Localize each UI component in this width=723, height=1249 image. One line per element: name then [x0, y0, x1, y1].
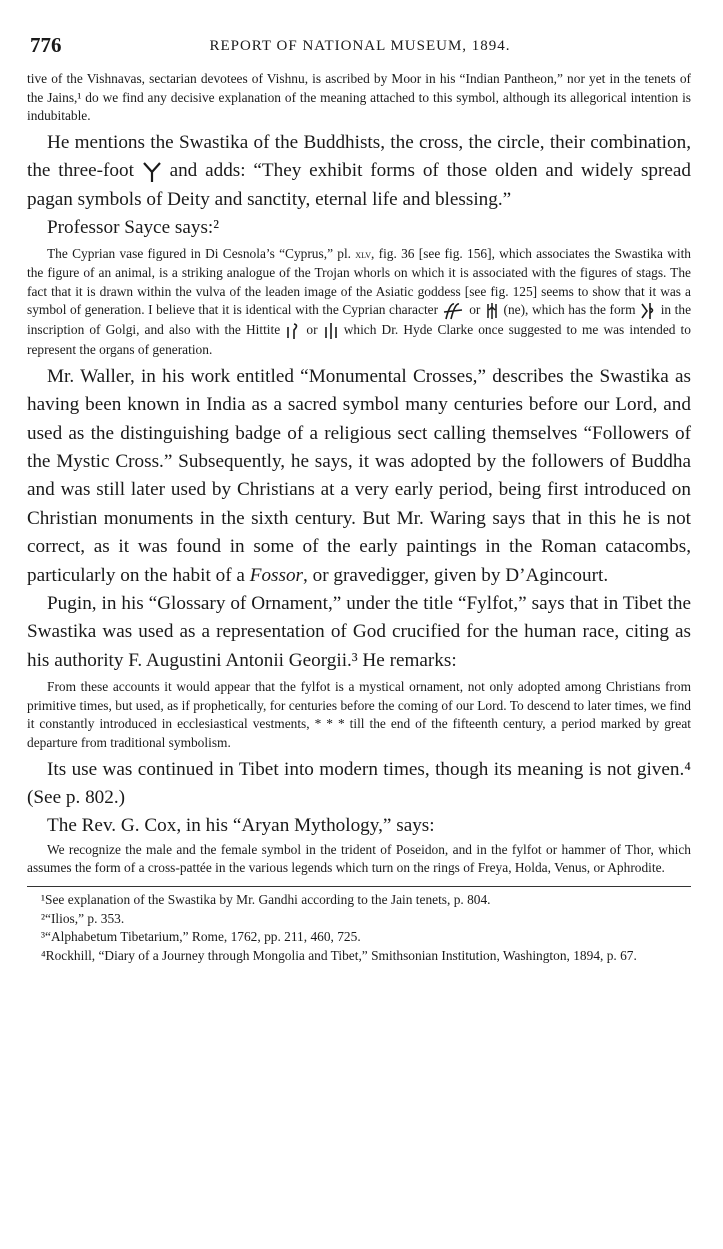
paragraph-buddhists: He mentions the Swastika of the Buddhists, the cross, the circle, their combination, the three-foot and adds: “They exhibit forms of those olden and widely spread pagan symbols of Deity and sanctity, eternal life and blessing.”: [27, 131, 692, 210]
quote-cox: We recognize the male and the female symbol in the trident of Poseidon, and in the fylfot or hammer of Thor, which assumes the form of a cross-pattée in the various legends which turn on the rings of Freya, Holda, Venus, or Aphrodite.: [27, 841, 691, 876]
golgi-form-icon: [639, 301, 657, 321]
quote-sayce: The Cyprian vase figured in Di Cesnola’s “Cyprus,” pl. xlv, fig. 36 [see fig. 156], which associates the Swastika with the figure of an animal, is a striking analogue of the Trojan whorls on which it is associated with the figures of stags. The fact that it is drawn within the vulva of the leaden image of the Asiatic goddess [see fig. 125] seems to show that it was a symbol of generation. I believe that it is identical with the Cyprian character or (ne), which has the form in the inscription of Golgi, and also with the Hittite or which Dr. Hyde Clarke once suggested to me was intended to represent the organs of generation.: [27, 246, 692, 358]
footnote-4: ⁴Rockhill, “Diary of a Journey through Mongolia and Tibet,” Smithsonian Institution, Washington, 1894, p. 67.: [41, 947, 637, 963]
running-head: REPORT OF NATIONAL MUSEUM, 1894.: [209, 38, 511, 54]
paragraph-sayce-intro: Professor Sayce says:²: [47, 217, 220, 238]
paragraph-cox: The Rev. G. Cox, in his “Aryan Mythology,” says:: [47, 815, 435, 837]
footnote-3: ³“Alphabetum Tibetarium,” Rome, 1762, pp. 211, 460, 725.: [41, 929, 361, 945]
paragraph-tibet: Its use was continued in Tibet into modern times, though its meaning is not given.⁴ (See p. 802.): [27, 758, 691, 809]
page-body: [27, 70, 691, 965]
footnote-2: ²“Ilios,” p. 353.: [41, 910, 125, 926]
page-number: 776: [30, 33, 62, 57]
cyprian-ne-icon: [484, 301, 500, 321]
footnote-divider: [27, 886, 691, 887]
paragraph-waller: Mr. Waller, in his work entitled “Monumental Crosses,” describes the Swastika as having been known in India as a sacred symbol many centuries before our Lord, and used as the distinguishing badge of a religious sect calling themselves “Followers of the Mystic Cross.” Subsequently, he says, it was adopted by the followers of Buddha and was still later used by Christians at a very early period, being first introduced on Christian monuments in the sixth century. But Mr. Waring says that in this he is not correct, as it was found in some of the early paintings in the Roman catacombs, particularly on the habit of a Fossor, or gravedigger, given by D’Agincourt.: [27, 365, 691, 586]
footnote-1: ¹See explanation of the Swastika by Mr. Gandhi according to the Jain tenets, p. 804.: [41, 892, 491, 908]
cyprian-character-icon: [442, 301, 466, 321]
paragraph-pugin: Pugin, in his “Glossary of Ornament,” under the title “Fylfot,” says that in Tibet the Swastika was used as a representation of God crucified for the human race, citing as his authority F. Augustini Antonii Georgii.³ He remarks:: [27, 593, 691, 671]
quote-pugin: From these accounts it would appear that the fylfot is a mystical ornament, not only adopted among Christians from primitive times, but used, as if prophetically, for centuries before the coming of our Lord. To descend to later times, we find it constantly introduced in ecclesiastical vestments, * * * till the end of the fifteenth century, a period marked by great departure from traditional symbolism.: [27, 679, 691, 751]
three-foot-y-symbol-icon: [142, 161, 162, 183]
page-header: [30, 33, 690, 57]
paragraph-continuation: tive of the Vishnavas, sectarian devotees of Vishnu, is ascribed by Moor in his “Indian Pantheon,” nor yet in the tenets of the Jains,¹ do we find any decisive explanation of the meaning attached to this symbol, although its allegorical intention is indubitable.: [27, 71, 691, 124]
hittite-symbol-b-icon: [323, 321, 339, 341]
hittite-symbol-a-icon: [285, 321, 301, 341]
